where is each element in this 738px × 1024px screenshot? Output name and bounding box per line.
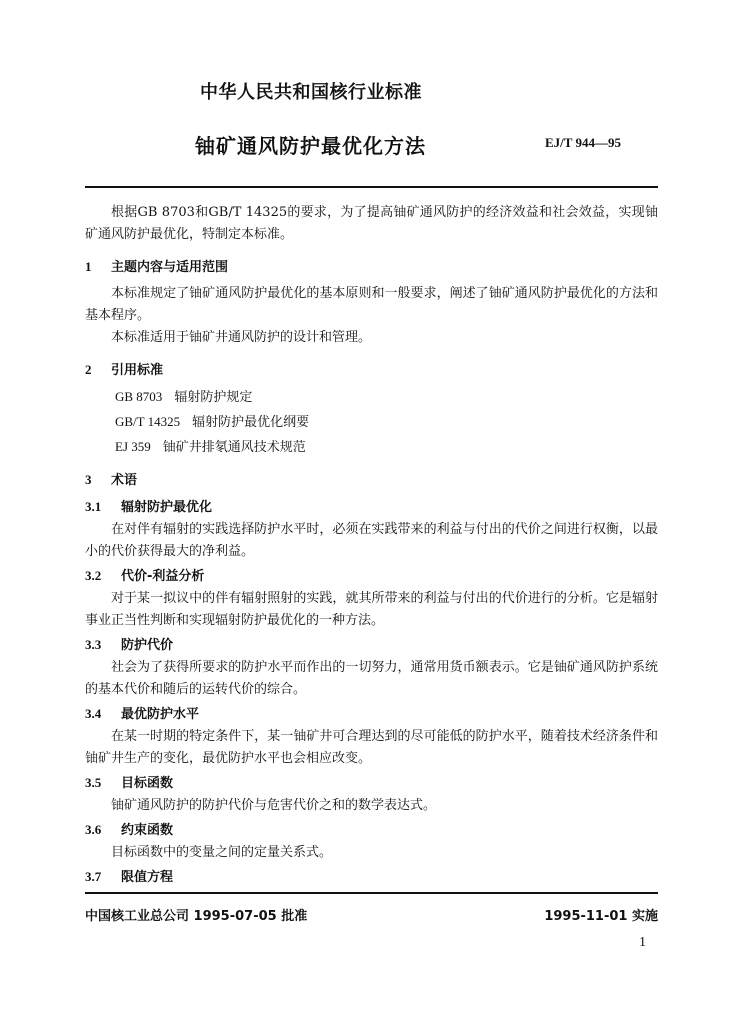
term-3-4-text: 在某一时期的特定条件下，某一铀矿井可合理达到的尽可能低的防护水平，随着技术经济条件和铀矿井生产的变化，最优防护水平也会相应改变。 [85,729,658,766]
term-title: 防护代价 [121,638,174,653]
reference-name: 辐射防护规定 [174,390,253,405]
term-number: 3.4 [85,706,102,721]
section-number: 1 [85,259,92,274]
term-title: 辐射防护最优化 [121,500,213,515]
implementation-line: 1995-11-01 实施 [544,909,658,924]
reference-code: GB/T 14325 [115,414,181,429]
footer-divider [85,892,658,894]
header-divider [85,186,658,188]
term-3-5-heading [85,772,658,795]
term-3-7-heading [85,866,658,889]
term-3-1-text: 在对伴有辐射的实践选择防护水平时，必须在实践带来的利益与付出的代价之间进行权衡，以最小的代价获得最大的净利益。 [85,522,658,559]
term-title: 代价-利益分析 [121,569,205,584]
approval-line: 中国核工业总公司 1995-07-05 批准 [85,909,308,924]
term-3-2-text: 对于某一拟议中的伴有辐射照射的实践，就其所带来的利益与付出的代价进行的分析。它是辐射事业正当性判断和实现辐射防护最优化的一种方法。 [85,591,658,628]
section-title: 引用标准 [111,363,164,378]
term-number: 3.6 [85,822,102,837]
term-3-6-text: 目标函数中的变量之间的定量关系式。 [111,845,333,860]
reference-name: 铀矿井排氡通风技术规范 [162,440,306,455]
page-number: 1 [639,935,646,950]
term-title: 最优防护水平 [121,707,200,722]
term-title: 约束函数 [121,823,174,838]
section-number: 3 [85,472,92,487]
term-number: 3.7 [85,869,102,884]
reference-name: 辐射防护最优化纲要 [192,415,310,430]
term-number: 3.1 [85,499,102,514]
term-number: 3.3 [85,637,102,652]
section-3-heading [85,469,658,492]
term-3-5-text: 铀矿通风防护的防护代价与危害代价之和的数学表达式。 [111,798,437,813]
term-3-3-text: 社会为了获得所要求的防护水平而作出的一切努力，通常用货币额表示。它是铀矿通风防护系统的基本代价和随后的运转代价的综合。 [85,660,658,697]
document-body [85,202,658,889]
section-1-paragraph-2: 本标准适用于铀矿井通风防护的设计和管理。 [111,330,372,345]
term-3-4-heading [85,703,658,726]
term-3-3-heading [85,634,658,657]
reference-item [115,436,658,459]
reference-code: GB 8703 [115,389,163,404]
standard-code: EJ/T 944—95 [545,135,621,150]
term-3-1-heading [85,496,658,519]
section-2-heading [85,359,658,382]
section-1-paragraph-1: 本标准规定了铀矿通风防护最优化的基本原则和一般要求，阐述了铀矿通风防护最优化的方法和基本程序。 [85,286,658,323]
intro-paragraph: 根据GB 8703和GB/T 14325的要求，为了提高铀矿通风防护的经济效益和社会效益，实现铀矿通风防护最优化，特制定本标准。 [85,205,658,242]
reference-item [115,411,658,434]
standard-organization: 中华人民共和国核行业标准 [200,82,422,103]
reference-list [85,386,658,459]
section-title: 术语 [111,473,138,488]
document-title: 铀矿通风防护最优化方法 [195,134,426,158]
term-number: 3.2 [85,568,102,583]
term-title: 目标函数 [121,776,174,791]
reference-code: EJ 359 [115,439,151,454]
term-3-6-heading [85,819,658,842]
term-title: 限值方程 [121,870,174,885]
reference-item [115,386,658,409]
section-number: 2 [85,362,92,377]
term-3-2-heading [85,565,658,588]
section-title: 主题内容与适用范围 [111,260,229,275]
term-number: 3.5 [85,775,102,790]
section-1-heading [85,256,658,279]
